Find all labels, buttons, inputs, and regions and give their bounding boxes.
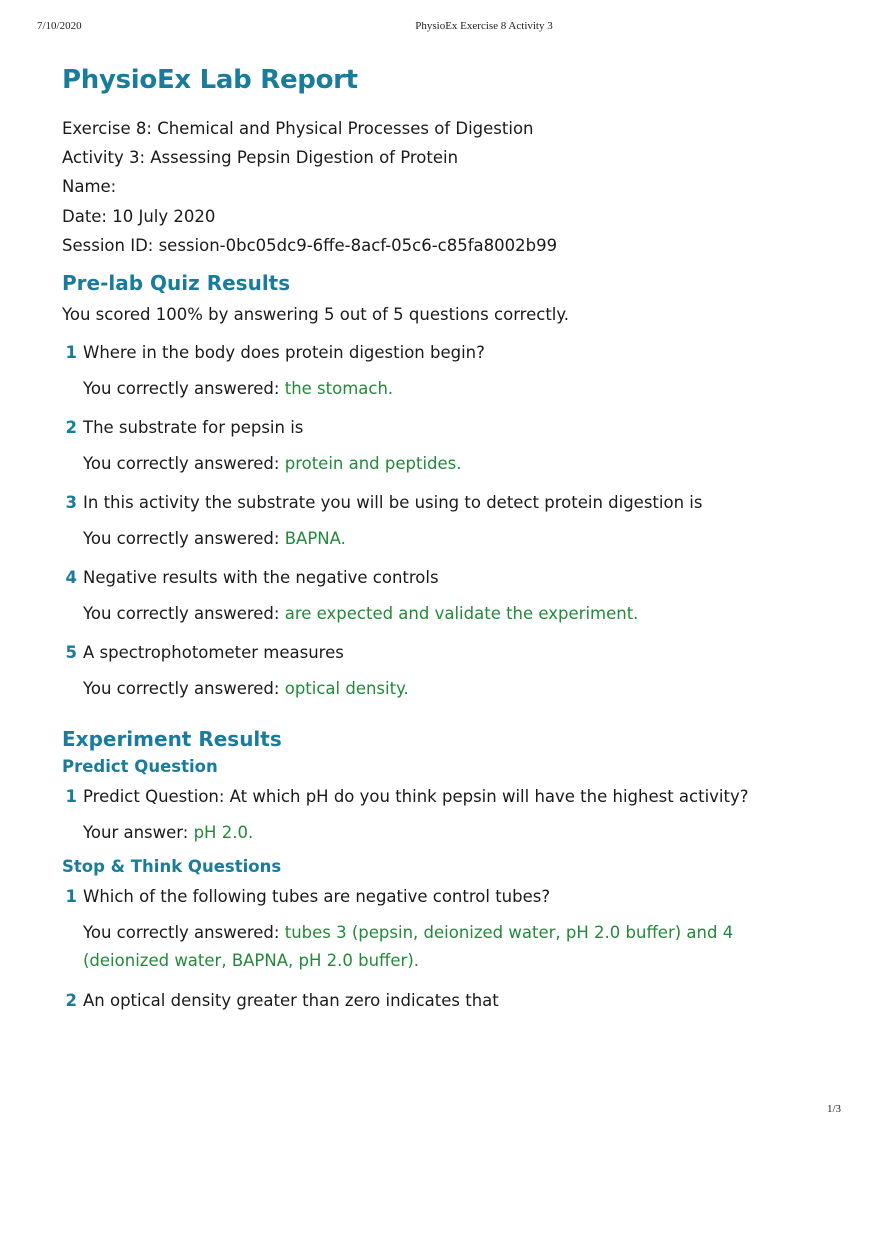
question-text-row	[62, 491, 822, 515]
question-number: 5	[65, 643, 77, 663]
answer-value: protein and peptides.	[284, 454, 462, 474]
prelab-question	[62, 491, 822, 553]
question-text: The substrate for pepsin is	[83, 418, 304, 438]
question-text-row	[62, 341, 822, 365]
question-number: 1	[65, 887, 77, 907]
question-text-row	[62, 566, 822, 590]
answer-value: tubes 3 (pepsin, deionized water, pH 2.0 buffer) and 4 (deionized water, BAPNA, pH 2.0 buffer).	[83, 923, 734, 971]
question-text-row	[62, 885, 822, 909]
answer-row	[62, 375, 822, 403]
question-number: 2	[65, 991, 77, 1011]
question-text: Which of the following tubes are negative control tubes?	[83, 887, 551, 907]
answer-row	[62, 600, 822, 628]
answer-prefix: You correctly answered:	[83, 379, 285, 399]
question-text: Predict Question: At which pH do you think pepsin will have the highest activity?	[83, 787, 749, 807]
report-meta	[62, 114, 822, 260]
print-title: PhysioEx Exercise 8 Activity 3	[415, 20, 553, 32]
prelab-question	[62, 341, 822, 403]
question-text: An optical density greater than zero indicates that	[83, 991, 499, 1011]
answer-row	[62, 525, 822, 553]
question-text: In this activity the substrate you will be using to detect protein digestion is	[83, 493, 703, 513]
exercise-line: Exercise 8: Chemical and Physical Processes of Digestion	[62, 119, 534, 138]
report-content	[62, 60, 822, 1013]
prelab-score: You scored 100% by answering 5 out of 5 questions correctly.	[62, 305, 570, 325]
answer-row	[62, 819, 822, 847]
stop-think-heading: Stop & Think Questions	[62, 857, 282, 877]
answer-prefix: You correctly answered:	[83, 529, 285, 549]
question-text: Negative results with the negative controls	[83, 568, 439, 588]
question-text: Where in the body does protein digestion begin?	[83, 343, 485, 363]
prelab-question	[62, 641, 822, 703]
stop-think-question	[62, 885, 822, 975]
prelab-heading: Pre-lab Quiz Results	[62, 271, 291, 296]
session-id-line: Session ID: session-0bc05dc9-6ffe-8acf-05c6-c85fa8002b99	[62, 235, 558, 255]
name-line: Name:	[62, 177, 117, 197]
answer-prefix: You correctly answered:	[83, 679, 285, 699]
answer-prefix: You correctly answered:	[83, 604, 285, 624]
question-number: 1	[65, 787, 77, 807]
activity-line: Activity 3: Assessing Pepsin Digestion of Protein	[62, 148, 459, 168]
question-text-row	[62, 989, 822, 1013]
print-date: 7/10/2020	[37, 20, 82, 32]
answer-row	[62, 919, 822, 975]
question-text-row	[62, 785, 822, 809]
answer-value: pH 2.0.	[193, 823, 254, 843]
experiment-heading: Experiment Results	[62, 727, 282, 752]
question-number: 2	[65, 418, 77, 438]
answer-row	[62, 450, 822, 478]
answer-row	[62, 675, 822, 703]
prelab-question-list	[62, 341, 822, 703]
question-text: A spectrophotometer measures	[83, 643, 344, 663]
question-text-row	[62, 641, 822, 665]
answer-prefix: You correctly answered:	[83, 454, 285, 474]
question-text-row	[62, 416, 822, 440]
prelab-question	[62, 416, 822, 478]
report-title: PhysioEx Lab Report	[62, 65, 358, 95]
prelab-question	[62, 566, 822, 628]
stop-think-question	[62, 989, 822, 1013]
question-number: 3	[65, 493, 77, 513]
answer-value: are expected and validate the experiment.	[284, 604, 639, 624]
question-number: 1	[65, 343, 77, 363]
predict-question	[62, 785, 822, 847]
question-number: 4	[65, 568, 77, 588]
answer-prefix: Your answer:	[83, 823, 194, 843]
page-number: 1/3	[826, 1103, 841, 1115]
answer-prefix: You correctly answered:	[83, 923, 285, 943]
predict-heading: Predict Question	[62, 757, 218, 777]
print-header	[0, 20, 880, 36]
answer-value: optical density.	[284, 679, 409, 699]
answer-value: the stomach.	[284, 379, 394, 399]
date-line: Date: 10 July 2020	[62, 206, 216, 226]
answer-value: BAPNA.	[284, 529, 346, 549]
